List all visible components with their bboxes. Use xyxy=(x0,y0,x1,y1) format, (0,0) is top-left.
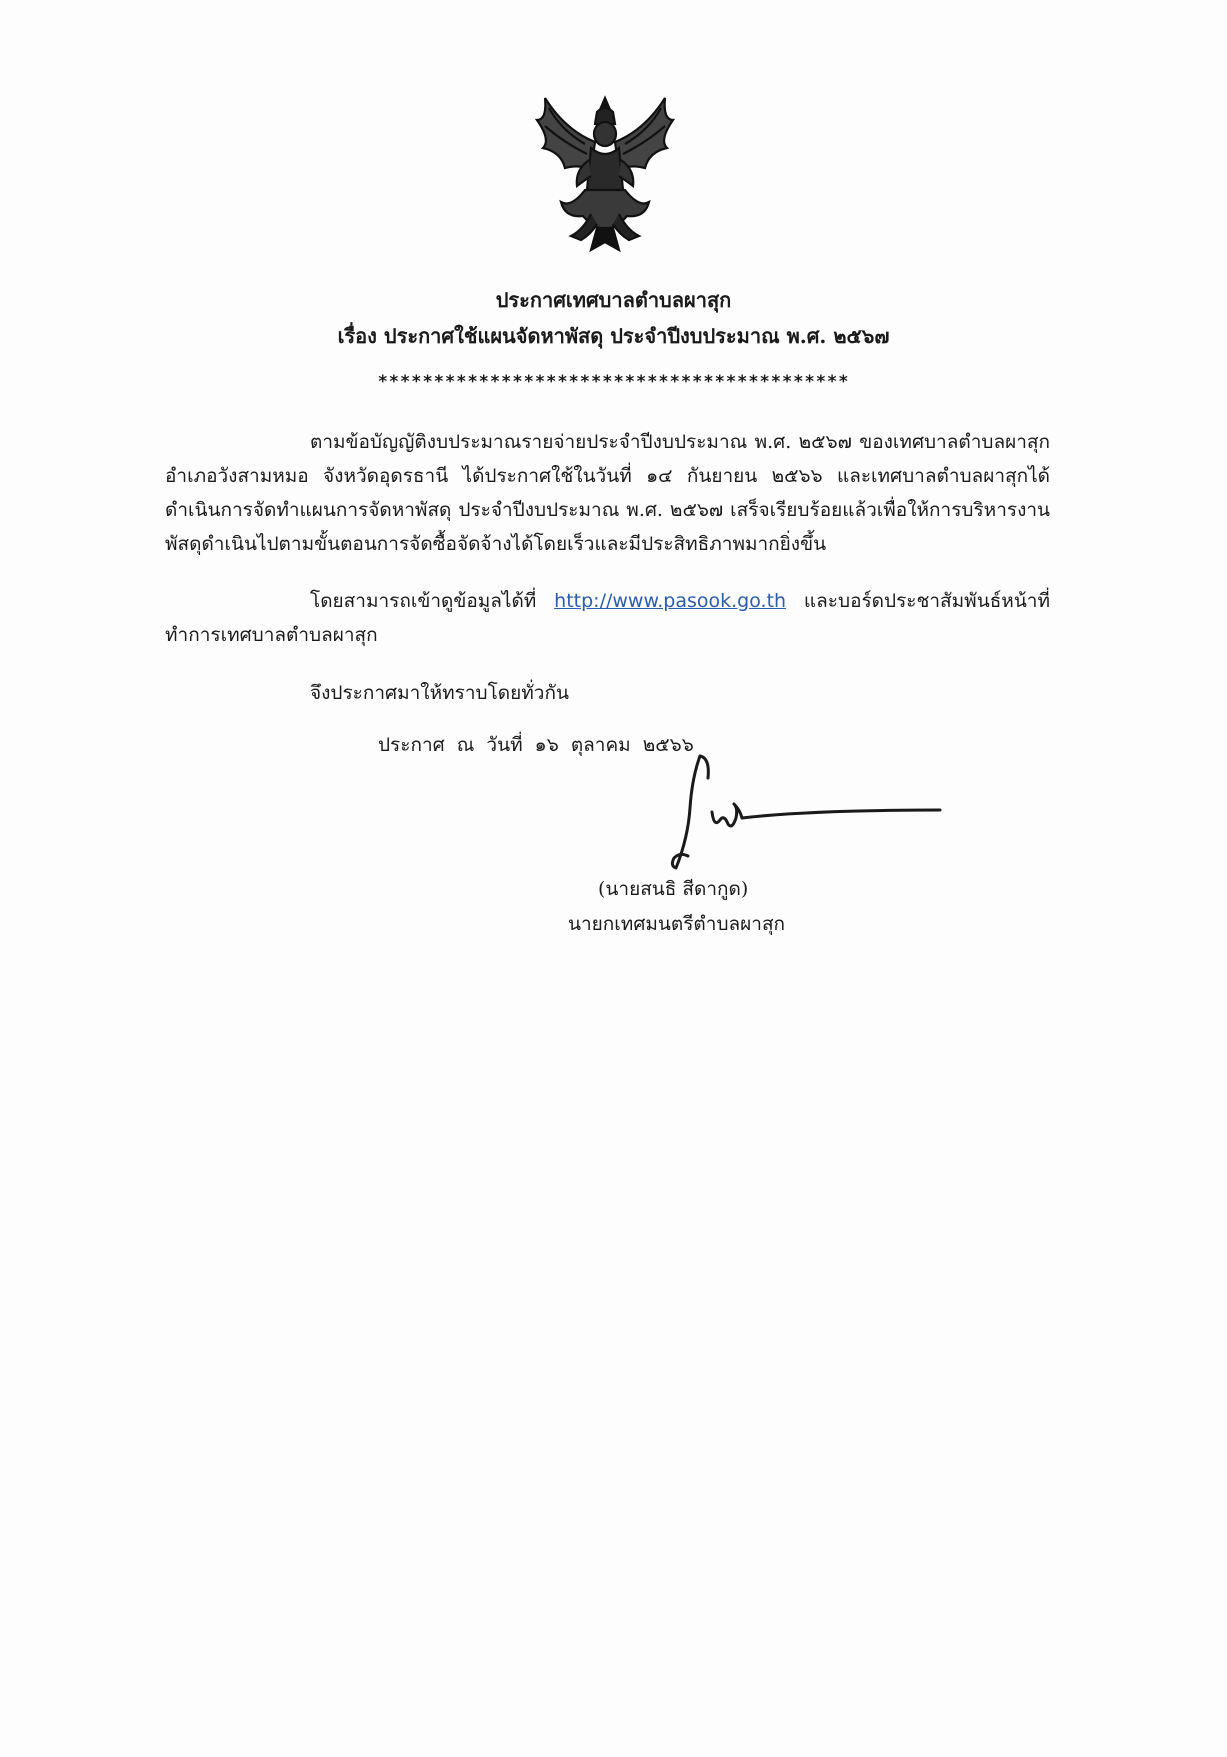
garuda-emblem-icon xyxy=(525,90,685,255)
announcement-org-title: ประกาศเทศบาลตำบลผาสุก xyxy=(495,288,732,312)
announcement-subject: เรื่อง ประกาศใช้แผนจัดหาพัสดุ ประจำปีงบประมาณ พ.ศ. ๒๕๖๗ xyxy=(337,324,890,348)
website-link[interactable]: http://www.pasook.go.th xyxy=(554,590,787,612)
signer-position: นายกเทศมนตรีตำบลผาสุก xyxy=(568,913,786,935)
date-month: ตุลาคม xyxy=(570,734,631,756)
date-day: ๑๖ xyxy=(534,734,559,756)
paragraph-2-tail: และบอร์ดประชาสัมพันธ์หน้าที่ทำการเทศบาลตำบลผาสุก xyxy=(165,590,1050,646)
signature-icon xyxy=(630,748,950,873)
paragraph-2-lead: โดยสามารถเข้าดูข้อมูลได้ที่ xyxy=(310,590,555,612)
signer-name: (นายสนธิ สีดากูด) xyxy=(598,878,749,900)
body-paragraph-2 xyxy=(165,584,1050,652)
date-year: ๒๕๖๖ xyxy=(642,734,694,756)
body-paragraph-3: จึงประกาศมาให้ทราบโดยทั่วกัน xyxy=(310,682,569,704)
body-paragraph-1: ตามข้อบัญญัติงบประมาณรายจ่ายประจำปีงบประมาณ พ.ศ. ๒๕๖๗ ของเทศบาลตำบลผาสุก อำเภอวังสามหมอ จังหวัดอุดรธานี ได้ประกาศใช้ในวันที่ ๑๔ กันยายน ๒๕๖๖ และเทศบาลตำบลผาสุกได้ดำเนินการจัดทำแผนการจัดหาพัสดุ ประจำปีงบประมาณ พ.ศ. ๒๕๖๗ เสร็จเรียบร้อยแล้วเพื่อให้การบริหารงานพัสดุดำเนินไปตามขั้นตอนการจัดซื้อจัดจ้างได้โดยเร็วและมีประสิทธิภาพมากยิ่งขึ้น xyxy=(165,431,1050,555)
date-label: ประกาศ ณ วันที่ xyxy=(378,734,523,756)
separator-line: ****************************************** xyxy=(377,372,850,392)
